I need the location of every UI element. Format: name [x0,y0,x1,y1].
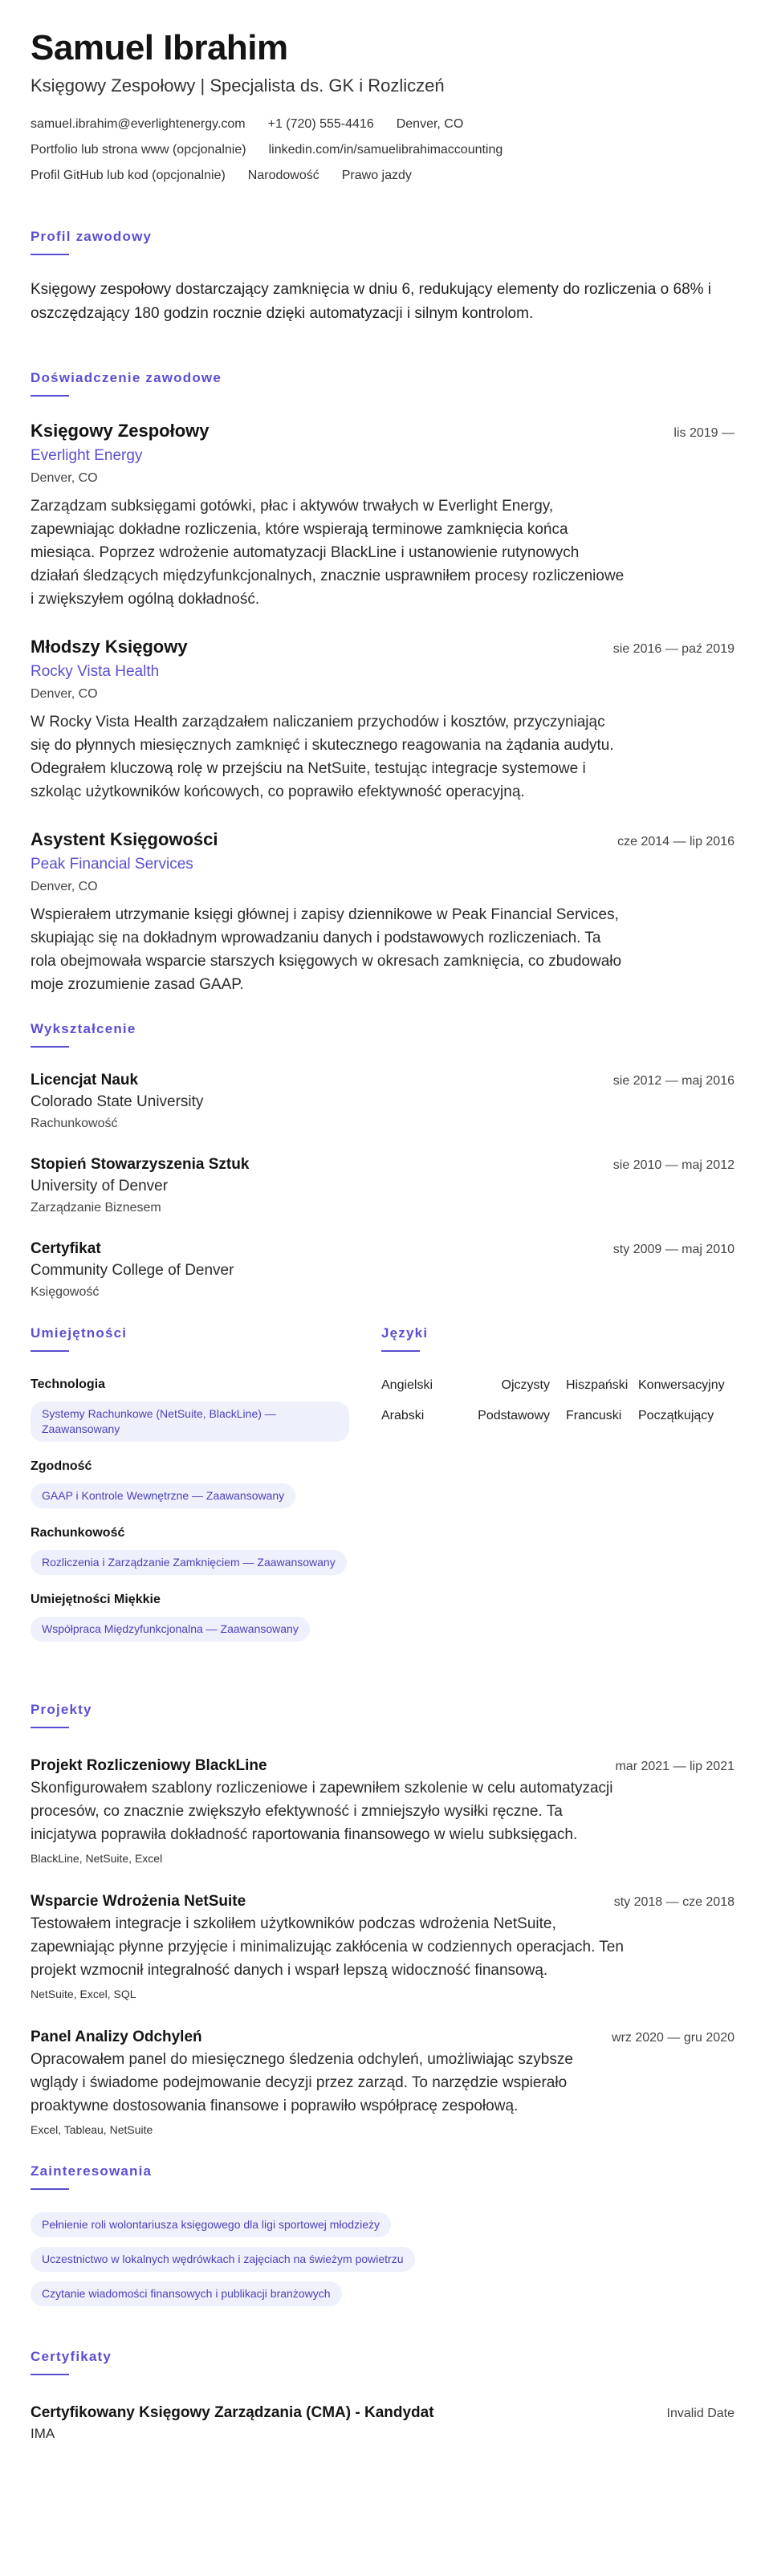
project-dates: wrz 2020 — gru 2020 [612,2031,734,2045]
degree: Certyfikat [31,1240,101,1257]
email-link[interactable]: samuel.ibrahim@everlightenergy.com [31,117,246,131]
school-name: Colorado State University [31,1093,204,1110]
github-link[interactable]: Profil GitHub lub kod (opcjonalnie) [31,169,226,182]
skill-chip: Rozliczenia i Zarządzanie Zamknięciem — Zaawansowany [31,1550,347,1575]
extra-row [31,167,734,185]
resume-header [31,27,734,185]
certification-item [31,2403,734,2444]
location: Denver, CO [396,117,464,131]
skill-group [31,1458,349,1508]
skill-chip: GAAP i Kontrole Wewnętrzne — Zaawansowany [31,1483,295,1508]
experience-section [31,369,734,996]
education-dates: sie 2012 — maj 2016 [612,1074,734,1088]
language-row [381,1406,734,1426]
language-level: Ojczysty [501,1378,550,1392]
section-title: Wykształcenie [31,1021,136,1036]
language-row [381,1376,734,1395]
education-item [31,1239,734,1302]
section-divider [31,2188,69,2190]
section-title: Projekty [31,1702,92,1717]
interest-chip: Pełnienie roli wolontariusza księgowego dla ligi sportowej młodzieży [31,2212,391,2237]
job-title: Księgowy Zespołowy [31,421,210,441]
projects-section [31,1701,734,2139]
field-of-study: Zarządzanie Biznesem [31,1201,161,1215]
project-item [31,1756,734,1867]
job-location: Denver, CO [31,880,98,893]
language-name: Angielski [381,1378,433,1392]
school-name: Community College of Denver [31,1262,234,1279]
experience-item [31,635,734,804]
education-section [31,1020,734,1302]
linkedin-link[interactable]: linkedin.com/in/samuelibrahimaccounting [268,143,503,157]
education-dates: sty 2009 — maj 2010 [612,1243,734,1256]
headline: Księgowy Zespołowy | Specjalista ds. GK i Rozliczeń [31,75,445,96]
nationality: Narodowość [247,169,319,182]
certifications-section [31,2348,734,2444]
education-item [31,1070,734,1133]
section-divider [31,2374,69,2375]
project-dates: sty 2018 — cze 2018 [613,1895,734,1909]
company-name: Everlight Energy [31,447,143,464]
job-title: Młodszy Księgowy [31,637,188,657]
skill-category: Technologia [31,1378,106,1391]
job-location: Denver, CO [31,471,98,485]
job-description: W Rocky Vista Health zarządzałem naliczaniem przychodów i kosztów, przyczyniając się do płynnych miesięcznych zamknięć i skutecznego reagowania na żądania audytu. Odegrałem kluczową rolę w przejściu na NetSuite, testując integracje systemowe i szkoląc użytkowników końcowych, co poprawiło efektywność operacyjną. [31,714,614,800]
skill-group [31,1376,349,1442]
skills-section [31,1325,349,1658]
school-name: University of Denver [31,1178,169,1194]
job-dates: cze 2014 — lip 2016 [617,835,734,848]
profile-section [31,228,734,326]
candidate-name: Samuel Ibrahim [31,28,288,67]
project-description: Skonfigurowałem szablony rozliczeniowe i zapewniłem szkolenie w celu automatyzacji procesów, co znacznie zwiększyło efektywność i zmniejszyło wysiłki ręczne. Ta inicjatywa poprawiła dokładność raportowania finansowego w wielu subksięgach. [31,1780,613,1843]
field-of-study: Księgowość [31,1285,100,1299]
language-name: Arabski [381,1409,425,1422]
interest-chip: Uczestnictwo w lokalnych wędrówkach i zajęciach na świeżym powietrzu [31,2247,415,2272]
section-title: Profil zawodowy [31,229,153,244]
section-divider [31,1046,69,1048]
interests-section [31,2163,734,2316]
job-location: Denver, CO [31,687,98,701]
skill-chip: Systemy Rachunkowe (NetSuite, BlackLine) — Zaawansowany [31,1402,349,1442]
degree: Licencjat Nauk [31,1072,139,1089]
phone: +1 (720) 555-4416 [267,117,374,131]
section-divider [31,395,69,397]
section-divider [31,1350,69,1352]
skill-group [31,1591,349,1642]
project-name: Projekt Rozliczeniowy BlackLine [31,1757,267,1774]
project-name: Wsparcie Wdrożenia NetSuite [31,1893,246,1910]
languages-section [381,1325,734,1658]
section-title: Certyfikaty [31,2349,112,2364]
contact-row [31,116,734,133]
project-item [31,2027,734,2139]
driving-license: Prawo jazdy [341,169,412,182]
skill-category: Umiejętności Miękkie [31,1593,161,1606]
experience-item [31,419,734,611]
project-name: Panel Analizy Odchyleń [31,2029,202,2045]
section-title: Zainteresowania [31,2163,153,2179]
project-dates: mar 2021 — lip 2021 [615,1760,734,1773]
language-level: Podstawowy [478,1409,550,1422]
language-level: Konwersacyjny [638,1378,725,1392]
section-divider [31,1727,69,1728]
skill-category: Zgodność [31,1459,92,1473]
interest-chip: Czytanie wiadomości finansowych i publikacji branżowych [31,2281,342,2306]
job-dates: lis 2019 — [673,426,734,440]
certification-name: Certyfikowany Księgowy Zarządzania (CMA) - Kandydat [31,2404,434,2421]
certification-issuer: IMA [31,2426,55,2441]
skill-chip: Współpraca Międzyfunkcjonalna — Zaawansowany [31,1617,310,1642]
education-dates: sie 2010 — maj 2012 [612,1158,734,1172]
skill-group [31,1524,349,1575]
language-name: Hiszpański [566,1378,629,1392]
portfolio-link[interactable]: Portfolio lub strona www (opcjonalnie) [31,143,246,157]
skills-languages-row [31,1325,734,1658]
section-title: Umiejętności [31,1325,128,1341]
skill-category: Rachunkowość [31,1526,125,1540]
project-description: Opracowałem panel do miesięcznego śledzenia odchyleń, umożliwiając szybsze wglądy i świadome podejmowanie decyzji przez zarząd. To narzędzie wspierało proaktywne dostosowania finansowe i poprawiło współpracę zespołową. [31,2051,573,2114]
project-tech: BlackLine, NetSuite, Excel [31,1852,163,1865]
project-description: Testowałem integracje i szkoliłem użytkowników podczas wdrożenia NetSuite, zapewniając płynne przyjęcie i minimalizując zakłócenia w codziennych operacjach. Ten projekt wzmocnił integralność danych i wsparł lepszą widoczność finansową. [31,1915,624,1979]
profile-summary: Księgowy zespołowy dostarczający zamknięcia w dniu 6, redukujący elementy do rozliczenia o 68% i oszczędzający 180 godzin rocznie dzięki automatyzacji i silnym kontrolom. [31,281,712,322]
section-title: Doświadczenie zawodowe [31,370,222,385]
language-level: Początkujący [638,1409,714,1422]
job-title: Asystent Księgowości [31,829,218,849]
job-dates: sie 2016 — paź 2019 [612,642,734,656]
language-name: Francuski [566,1409,622,1422]
project-tech: Excel, Tableau, NetSuite [31,2123,153,2136]
project-item [31,1891,734,2003]
company-name: Peak Financial Services [31,856,193,873]
links-row [31,141,734,159]
company-name: Rocky Vista Health [31,663,160,680]
experience-item [31,828,734,996]
certification-date: Invalid Date [666,2407,734,2420]
degree: Stopień Stowarzyszenia Sztuk [31,1156,250,1173]
field-of-study: Rachunkowość [31,1117,118,1130]
education-item [31,1154,734,1218]
section-divider [31,254,69,255]
job-description: Wspierałem utrzymanie księgi głównej i zapisy dziennikowe w Peak Financial Services, skupiając się na dokładnym wprowadzaniu danych i podstawowych rozliczeniach. Ta rola obejmowała wsparcie starszych księgowych w okresach zamknięcia, co zbudowało moje zrozumienie zasad GAAP. [31,906,622,993]
project-tech: NetSuite, Excel, SQL [31,1988,136,2000]
job-description: Zarządzam subksięgami gotówki, płac i aktywów trwałych w Everlight Energy, zapewniając dokładne rozliczenia, które wspierają terminowe zamknięcia końca miesiąca. Poprzez wdrożenie automatyzacji BlackLine i ustanowienie rutynowych działań śledzących międzyfunkcjonalnych, znacznie usprawniłem procesy rozliczeniowe i zwiększyłem ogólną dokładność. [31,498,625,608]
section-title: Języki [381,1325,429,1341]
section-divider [381,1350,420,1352]
